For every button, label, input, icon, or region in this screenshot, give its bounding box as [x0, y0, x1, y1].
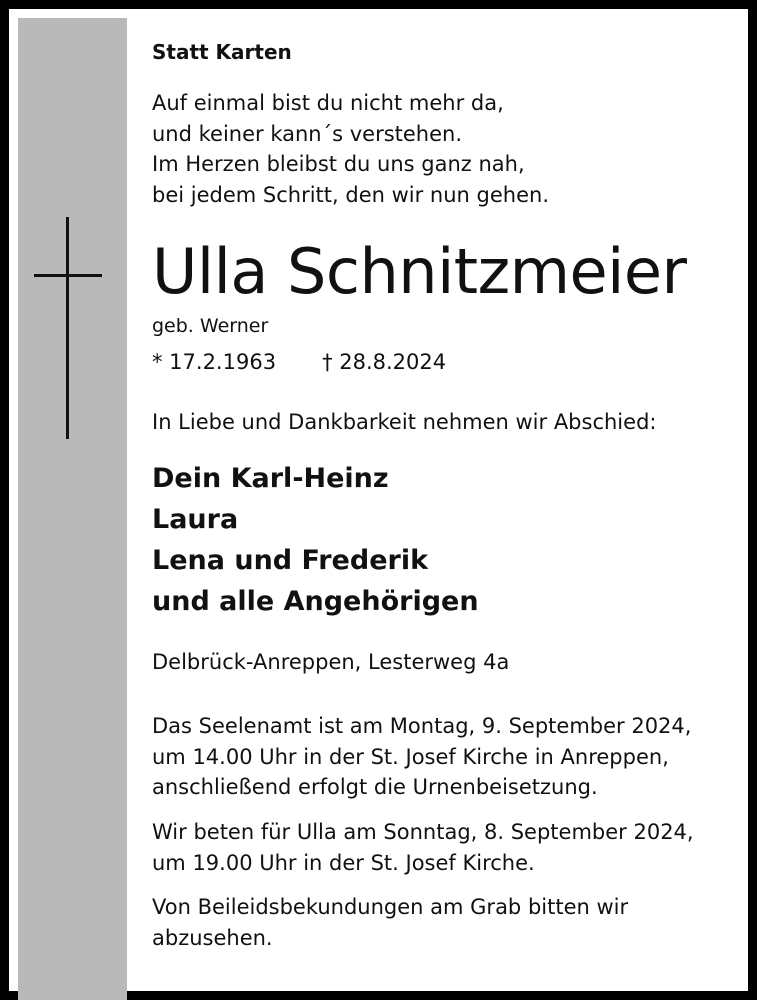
- header-label: Statt Karten: [152, 40, 292, 64]
- life-dates: [152, 350, 446, 374]
- birth-date: * 17.2.1963: [152, 350, 277, 374]
- cross-vertical-bar: [66, 217, 69, 439]
- grey-sidebar: [18, 18, 127, 1000]
- mourner: Laura: [152, 504, 239, 535]
- prayer-info: [152, 817, 694, 878]
- condolences-line: abzusehen.: [152, 925, 273, 950]
- service-info: [152, 711, 691, 803]
- poem-line: und keiner kann´s verstehen.: [152, 121, 463, 146]
- service-line: um 14.00 Uhr in der St. Josef Kirche in Anreppen,: [152, 744, 669, 769]
- address: Delbrück-Anreppen, Lesterweg 4a: [152, 650, 510, 674]
- service-line: anschließend erfolgt die Urnenbeisetzung.: [152, 775, 598, 799]
- service-line: Das Seelenamt ist am Montag, 9. September 2024,: [152, 714, 692, 738]
- condolences-note: [152, 892, 628, 953]
- mourner: Dein Karl-Heinz: [152, 463, 389, 494]
- poem-line: bei jedem Schritt, den wir nun gehen.: [152, 182, 549, 207]
- maiden-name: geb. Werner: [152, 315, 269, 337]
- farewell-intro: In Liebe und Dankbarkeit nehmen wir Abschied:: [152, 410, 657, 434]
- death-date: † 28.8.2024: [322, 350, 447, 374]
- prayer-line: Wir beten für Ulla am Sonntag, 8. September 2024,: [152, 820, 694, 844]
- prayer-line: um 19.00 Uhr in der St. Josef Kirche.: [152, 850, 535, 875]
- mourner: und alle Angehörigen: [152, 586, 479, 617]
- poem-line: Auf einmal bist du nicht mehr da,: [152, 91, 504, 115]
- deceased-name: Ulla Schnitzmeier: [152, 235, 687, 308]
- cross-horizontal-bar: [34, 274, 102, 277]
- mourners-list: [152, 458, 479, 622]
- condolences-line: Von Beileidsbekundungen am Grab bitten wir: [152, 895, 629, 919]
- poem-line: Im Herzen bleibst du uns ganz nah,: [152, 152, 525, 176]
- poem: [152, 88, 549, 210]
- mourner: Lena und Frederik: [152, 545, 429, 576]
